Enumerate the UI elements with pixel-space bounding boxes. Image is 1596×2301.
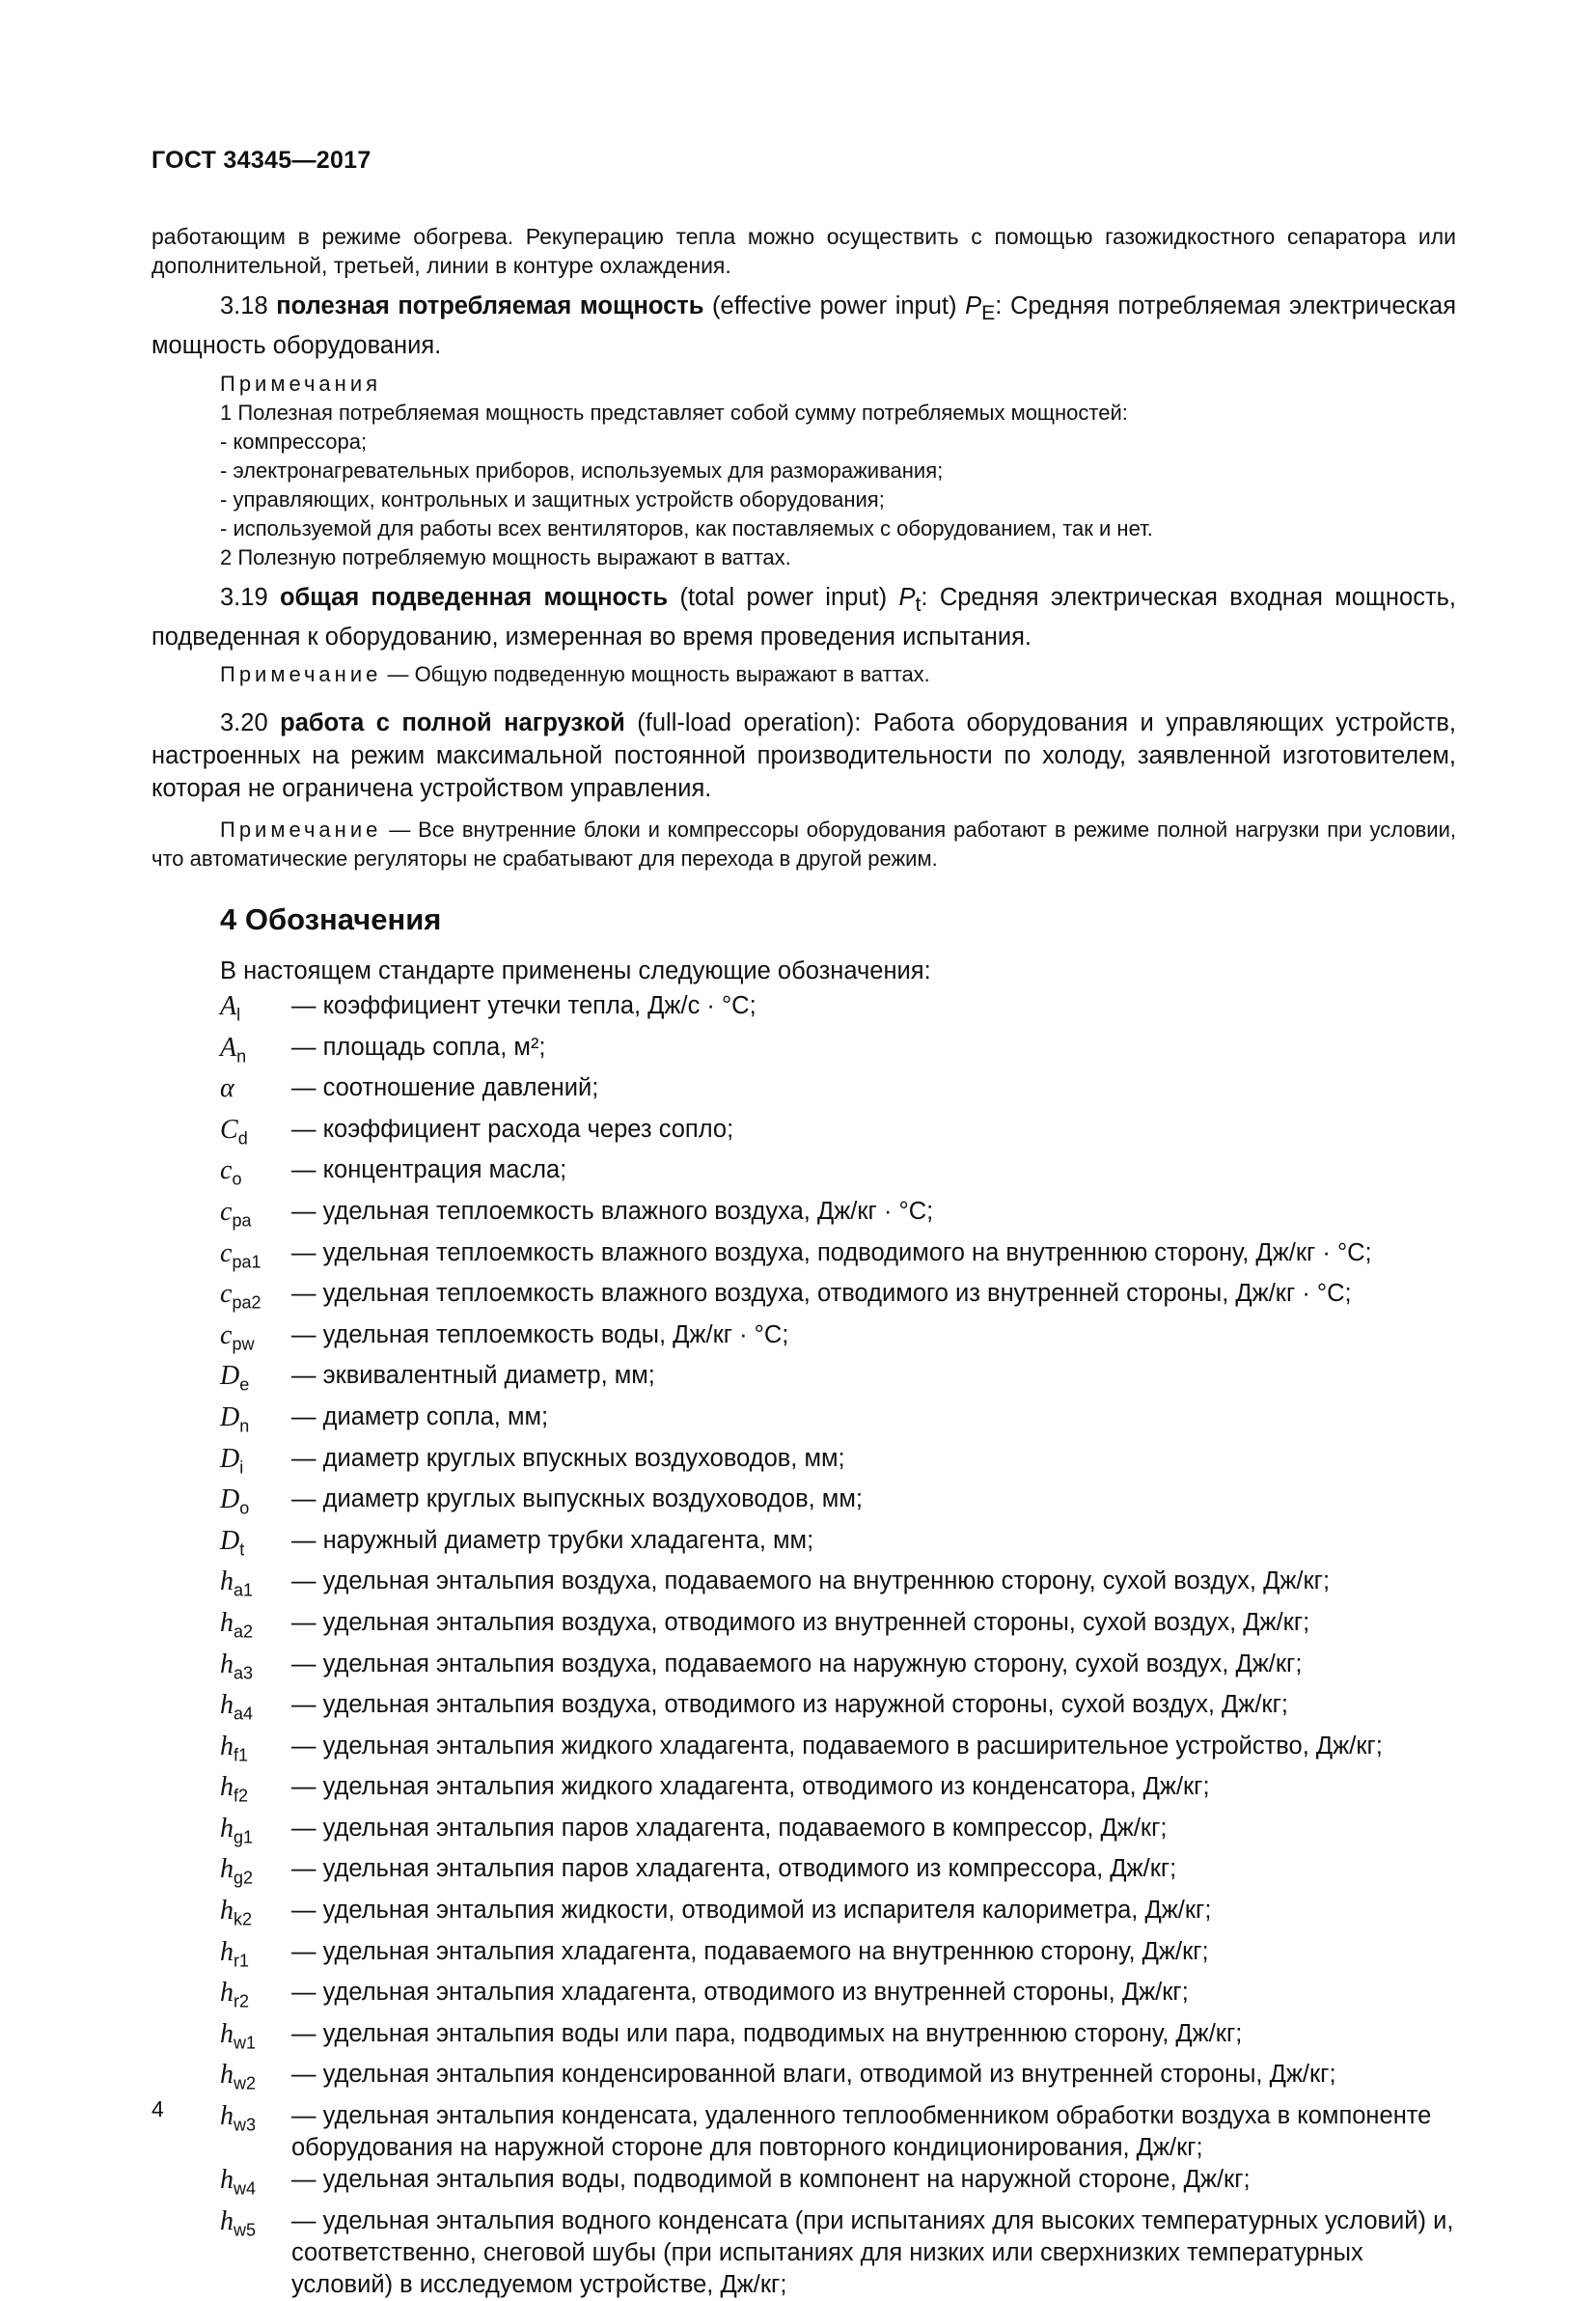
- symbol-row: [212, 1319, 1467, 1361]
- term-effective-power-input: полезная потребляемая мощность: [276, 292, 704, 319]
- symbol-definition: — удельная энтальпия паров хладагента, подаваемого в компрессор, Дж/кг;: [291, 1814, 1168, 1842]
- symbol-definition: — удельная теплоемкость влажного воздуха, подводимого на внутреннюю сторону, Дж/кг · °С;: [291, 1238, 1372, 1266]
- symbol: $h_{a1}$: [220, 1566, 254, 1600]
- symbol-definition: — удельная энтальпия жидкости, отводимой из испарителя калориметра, Дж/кг;: [291, 1897, 1212, 1925]
- symbol-definition: — удельная энтальпия воздуха, подаваемого на внутреннюю сторону, сухой воздух, Дж/кг;: [291, 1567, 1331, 1595]
- symbol-row: [212, 1401, 1467, 1443]
- symbol: $D_i$: [220, 1443, 244, 1478]
- symbol: $h_{w3}$: [220, 2101, 257, 2135]
- document-header: ГОСТ 34345—2017: [151, 147, 371, 174]
- clause-3-18: 3.18 полезная потребляемая мощность (effective power input) $P_E$: Средняя потребляемая электрическая мощность оборудования.: [151, 292, 1456, 360]
- symbol-definition: — соотношение давлений;: [291, 1074, 599, 1102]
- symbol-row: [212, 1853, 1467, 1895]
- symbol: $h_{g2}$: [220, 1854, 254, 1889]
- symbol-definition: — коэффициент расхода через сопло;: [291, 1115, 734, 1143]
- symbol-row: [212, 1196, 1467, 1237]
- symbol-definition: — удельная энтальпия хладагента, отводимого из внутренней стороны, Дж/кг;: [291, 1979, 1189, 2007]
- notes-3-18: [220, 370, 1456, 572]
- symbol-row: [212, 1072, 1467, 1114]
- symbol-definition: — удельная энтальпия воздуха, подаваемого на наружную сторону, сухой воздух, Дж/кг;: [291, 1650, 1303, 1677]
- symbol-definition: — удельная теплоемкость воды, Дж/кг · °С;: [291, 1320, 789, 1348]
- symbol-definition: — концентрация масла;: [291, 1156, 567, 1184]
- symbol-definition: — удельная энтальпия воздуха, отводимого из внутренней стороны, сухой воздух, Дж/кг;: [291, 1608, 1310, 1636]
- symbol: α: [220, 1073, 234, 1104]
- symbol-pe: P: [965, 292, 982, 319]
- symbol: $h_{a4}$: [220, 1690, 254, 1724]
- symbol-definition: — коэффициент утечки тепла, Дж/с · °С;: [291, 992, 757, 1019]
- note-3-19: Примечание — Общую подведенную мощность выражают в ваттах.: [220, 662, 930, 686]
- symbol: $h_{f2}$: [220, 1772, 249, 1806]
- clause-3-19: 3.19 общая подведенная мощность (total power input) $P_t$: Средняя электрическая входная мощность, подведенная к оборудованию, измеренная во время проведения испытания.: [151, 584, 1456, 651]
- symbol: $h_{r1}$: [220, 1936, 250, 1971]
- clause-3-20: 3.20 работа с полной нагрузкой (full-load operation): Работа оборудования и управляющих устройств, настроенных на режим максимальной постоянной производительности по холоду, заявленной изготовителем, которая не ограничена устройством управления.: [151, 709, 1456, 802]
- symbol-definition: — удельная теплоемкость влажного воздуха, отводимого из внутренней стороны, Дж/кг · °С;: [291, 1280, 1352, 1308]
- note-3-20: Примечание — Все внутренние блоки и компрессоры оборудования работают в режиме полной нагрузки при условии, что автоматические регуляторы не срабатывают для перехода в другой режим.: [151, 818, 1456, 871]
- symbol: $D_o$: [220, 1484, 250, 1518]
- symbol: $h_{k2}$: [220, 1896, 253, 1929]
- symbol: $D_e$: [220, 1361, 250, 1395]
- symbol-row: [212, 1936, 1467, 1978]
- symbol-definition: — удельная энтальпия жидкого хладагента, подаваемого в расширительное устройство, Дж/кг;: [291, 1732, 1383, 1760]
- symbol-definition: — наружный диаметр трубки хладагента, мм;: [291, 1526, 814, 1554]
- symbol-definition: — площадь сопла, м²;: [291, 1033, 546, 1061]
- symbol: $h_{w1}$: [220, 2018, 257, 2053]
- symbol-row: [212, 1731, 1467, 1772]
- term-total-power-input: общая подведенная мощность: [279, 584, 669, 611]
- symbol: $h_{f1}$: [220, 1731, 249, 1765]
- symbol-definition: — удельная энтальпия воздуха, отводимого из наружной стороны, сухой воздух, Дж/кг;: [291, 1691, 1288, 1719]
- symbol: $h_{a2}$: [220, 1607, 254, 1642]
- symbol: $D_n$: [220, 1401, 250, 1436]
- symbol-row: [212, 990, 1467, 1032]
- symbol-definition: — удельная энтальпия воды или пара, подводимых на внутреннюю сторону, Дж/кг;: [291, 2019, 1243, 2047]
- symbol-row: [212, 1443, 1467, 1484]
- symbols-intro: В настоящем стандарте применены следующие обозначения:: [220, 957, 931, 984]
- symbols-list: [212, 990, 1467, 2301]
- symbol-row: [212, 1813, 1467, 1854]
- symbol-definition: — удельная энтальпия хладагента, подаваемого на внутреннюю сторону, Дж/кг;: [291, 1937, 1209, 1965]
- symbol-row: [212, 1278, 1467, 1319]
- symbol-definition: — удельная энтальпия водного конденсата (при испытаниях для высоких температурных условий) и, соответственно, снеговой шубы (при испытаниях для низких или сверхнизких температурных условий) в исследуемом устройстве, Дж/кг;: [291, 2206, 1454, 2298]
- symbol: $h_{w2}$: [220, 2060, 257, 2094]
- symbol-row: [212, 1114, 1467, 1155]
- note-line: - электронагревательных приборов, используемых для размораживания;: [220, 458, 944, 483]
- note-line: 1 Полезная потребляемая мощность представляет собой сумму потребляемых мощностей:: [220, 401, 1128, 425]
- notes-title: Примечания: [220, 372, 382, 396]
- symbol-row: [212, 1689, 1467, 1731]
- symbol: $C_d$: [220, 1114, 248, 1149]
- note-line: - управляющих, контрольных и защитных устройств оборудования;: [220, 487, 885, 512]
- symbol-row: [212, 1360, 1467, 1401]
- symbol-definition: — удельная теплоемкость влажного воздуха, Дж/кг · °С;: [291, 1197, 934, 1225]
- symbol-definition: — диаметр сопла, мм;: [291, 1402, 549, 1430]
- symbol-definition: — диаметр круглых выпускных воздуховодов, мм;: [291, 1485, 863, 1513]
- symbol-row: [212, 1895, 1467, 1936]
- symbol-row: [212, 1032, 1467, 1073]
- symbol-pt: P: [898, 584, 916, 611]
- symbol: $c_{pa}$: [220, 1196, 252, 1231]
- symbol-row: [212, 1483, 1467, 1525]
- page-number: 4: [151, 2096, 164, 2121]
- note-line: - компрессора;: [220, 430, 368, 454]
- symbol-definition: — эквивалентный диаметр, мм;: [291, 1362, 655, 1390]
- symbol: $h_{w4}$: [220, 2165, 257, 2199]
- symbol-row: [212, 1977, 1467, 2018]
- note-line: - используемой для работы всех вентиляторов, как поставляемых с оборудованием, так и нет.: [220, 516, 1153, 541]
- note-line: 2 Полезную потребляемую мощность выражают в ваттах.: [220, 545, 791, 569]
- symbol: $h_{r2}$: [220, 1978, 250, 2011]
- symbol: $c_{pa2}$: [220, 1279, 261, 1313]
- symbol-row: [212, 2018, 1467, 2060]
- symbol-definition: — удельная энтальпия конденсированной влаги, отводимой из внутренней стороны, Дж/кг;: [291, 2061, 1336, 2089]
- symbol: $A_l$: [220, 991, 241, 1025]
- symbol-definition: — удельная энтальпия жидкого хладагента, отводимого из конденсатора, Дж/кг;: [291, 1773, 1210, 1801]
- symbol-row: [212, 2205, 1467, 2301]
- symbol: $h_{a3}$: [220, 1649, 254, 1683]
- symbol: $D_t$: [220, 1525, 245, 1560]
- symbol-row: [212, 1649, 1467, 1690]
- symbol-definition: — удельная энтальпия воды, подводимой в компонент на наружной стороне, Дж/кг;: [291, 2166, 1251, 2194]
- symbol-definition: — диаметр круглых впускных воздуховодов, мм;: [291, 1444, 845, 1472]
- symbol-definition: — удельная энтальпия паров хладагента, отводимого из компрессора, Дж/кг;: [291, 1855, 1177, 1883]
- symbol: $c_{pa1}$: [220, 1237, 261, 1272]
- symbol-row: [212, 2059, 1467, 2100]
- symbol-definition: — удельная энтальпия конденсата, удаленного теплообменником обработки воздуха в компоненте оборудования на наружной стороне для повторного кондиционирования, Дж/кг;: [291, 2102, 1432, 2162]
- symbol: $A_n$: [220, 1032, 247, 1067]
- symbol-row: [212, 2100, 1467, 2164]
- symbol-row: [212, 1154, 1467, 1196]
- section-heading: 4 Обозначения: [220, 902, 442, 936]
- symbol: $h_{g1}$: [220, 1813, 254, 1847]
- symbol: $c_{pw}$: [220, 1319, 255, 1354]
- symbol: $h_{w5}$: [220, 2205, 257, 2240]
- symbol-row: [212, 1771, 1467, 1813]
- symbol-row: [212, 1566, 1467, 1607]
- symbol-row: [212, 1237, 1467, 1279]
- paragraph-continuation: работающим в режиме обогрева. Рекуперацию тепла можно осуществить с помощью газожидкостного сепаратора или дополнительной, третьей, линии в контуре охлаждения.: [151, 224, 1456, 278]
- term-full-load-operation: работа с полной нагрузкой: [280, 709, 625, 736]
- symbol-row: [212, 1525, 1467, 1566]
- symbol-row: [212, 1607, 1467, 1649]
- symbol: $c_o$: [220, 1155, 242, 1189]
- symbol-row: [212, 2164, 1467, 2205]
